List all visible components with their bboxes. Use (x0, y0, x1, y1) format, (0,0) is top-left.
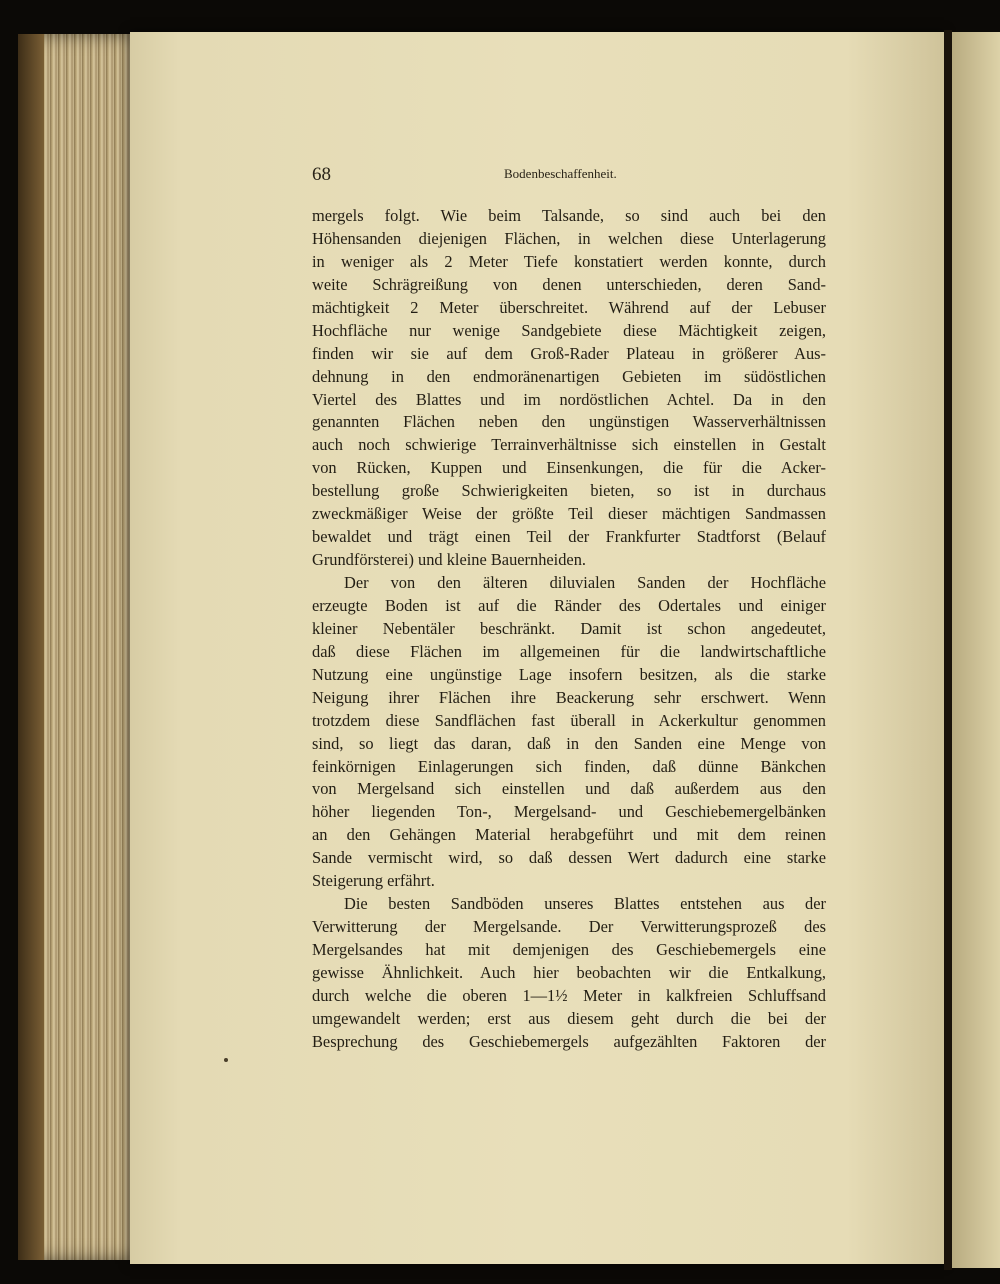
running-head: Bodenbeschaffenheit. (504, 166, 617, 181)
book-gutter (944, 30, 952, 1270)
book-spine-edge (18, 34, 44, 1260)
text-line: Viertel des Blattes und im nordöstlichen Achtel. Da in den (312, 389, 826, 409)
text-line: Sande vermischt wird, so daß dessen Wert dadurch eine starke (312, 848, 826, 868)
text-line: bestellung große Schwierigkeiten bieten, so ist in durchaus (312, 481, 826, 501)
ink-speck (224, 1058, 228, 1062)
text-line: in weniger als 2 Meter Tiefe konstatiert werden konnte, durch (312, 251, 826, 271)
text-line: umgewandelt werden; erst aus diesem geht durch die bei der (312, 1008, 826, 1028)
text-line: erzeugte Boden ist auf die Ränder des Odertales und einiger (312, 595, 826, 615)
text-line: zweckmäßiger Weise der größte Teil dieser mächtigen Sandmassen (312, 504, 826, 524)
text-line: dehnung in den endmoränenartigen Gebieten im südöstlichen (312, 366, 826, 386)
text-line: bewaldet und trägt einen Teil der Frankfurter Stadtforst (Belauf (312, 527, 826, 547)
text-line: Besprechung des Geschiebemergels aufgezählten Faktoren der (312, 1031, 826, 1051)
text-line: von Mergelsand sich einstellen und daß außerdem aus den (312, 779, 826, 799)
text-line: höher liegenden Ton-, Mergelsand- und Geschiebemergelbänken (312, 802, 826, 822)
text-line: Der von den älteren diluvialen Sanden der Hochfläche (344, 573, 826, 592)
text-line: finden wir sie auf dem Groß-Rader Plateau in größerer Aus- (312, 343, 826, 363)
text-line: von Rücken, Kuppen und Einsenkungen, die für die Acker- (312, 458, 826, 478)
text-line: daß diese Flächen im allgemeinen für die landwirtschaftliche (312, 641, 826, 661)
text-line: an den Gehängen Material herabgeführt und mit dem reinen (312, 825, 826, 845)
text-line: weite Schrägreißung von denen unterschieden, deren Sand- (312, 274, 826, 294)
text-line: Verwitterung der Mergelsande. Der Verwitterungsprozeß des (312, 917, 826, 937)
text-line: kleiner Nebentäler beschränkt. Damit ist schon angedeutet, (312, 618, 826, 638)
text-line: genannten Flächen neben den ungünstigen Wasserverhältnissen (312, 412, 826, 432)
text-line: durch welche die oberen 1—1½ Meter in kalkfreien Schluffsand (312, 985, 826, 1005)
text-line: gewisse Ähnlichkeit. Auch hier beobachten wir die Entkalkung, (312, 962, 826, 982)
text-line: auch noch schwierige Terrainverhältnisse sich einstellen in Gestalt (312, 435, 826, 455)
text-line: Nutzung eine ungünstige Lage insofern besitzen, als die starke (312, 664, 826, 684)
text-line: feinkörnigen Einlagerungen sich finden, daß dünne Bänkchen (312, 756, 826, 776)
text-line: Mergelsandes hat mit demjenigen des Geschiebemergels eine (312, 940, 826, 959)
text-line: Hochfläche nur wenige Sandgebiete diese Mächtigkeit zeigen, (312, 320, 826, 340)
text-line: trotzdem diese Sandflächen fast überall in Ackerkultur genommen (312, 710, 826, 730)
text-line: Grundförsterei) und kleine Bauernheiden. (312, 550, 586, 570)
page-number: 68 (312, 164, 331, 185)
text-line: Steigerung erfährt. (312, 871, 435, 891)
text-line: Die besten Sandböden unseres Blattes entstehen aus der (344, 894, 826, 914)
facing-page-edge (952, 32, 1000, 1268)
text-line: Höhensanden diejenigen Flächen, in welchen diese Unterlagerung (312, 228, 826, 248)
page-header (312, 164, 832, 188)
text-line: Neigung ihrer Flächen ihre Beackerung sehr erschwert. Wenn (312, 687, 826, 707)
body-text (312, 205, 826, 1054)
text-line: mergels folgt. Wie beim Talsande, so sind auch bei den (312, 206, 826, 225)
text-line: mächtigkeit 2 Meter überschreitet. Während auf der Lebuser (312, 297, 826, 317)
text-line: sind, so liegt das daran, daß in den Sanden eine Menge von (312, 733, 826, 753)
